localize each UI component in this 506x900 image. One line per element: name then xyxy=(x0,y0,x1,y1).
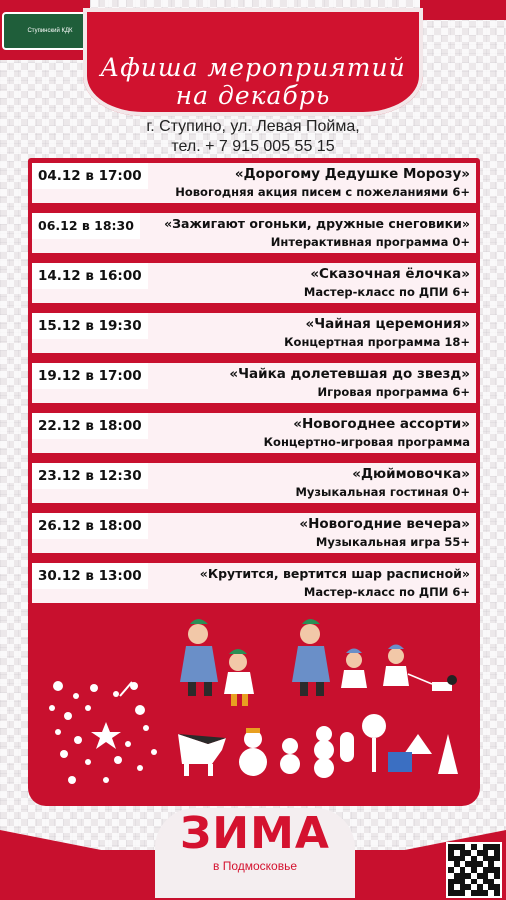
event-date: 19.12 в 17:00 xyxy=(32,363,148,389)
event-date: 26.12 в 18:00 xyxy=(32,513,148,539)
brand-logo: ЗИМА xyxy=(180,808,330,859)
event-item xyxy=(32,313,476,353)
event-title: «Сказочная ёлочка» xyxy=(310,266,470,282)
event-item xyxy=(32,213,476,253)
event-title: «Дюймовочка» xyxy=(352,466,470,482)
event-date: 30.12 в 13:00 xyxy=(32,563,148,589)
phone-line: тел. + 7 915 005 55 15 xyxy=(171,138,335,155)
event-title: «Зажигают огоньки, дружные снеговики» xyxy=(164,216,470,231)
event-item xyxy=(32,513,476,553)
event-subtitle: Игровая программа 6+ xyxy=(317,385,470,399)
event-date: 04.12 в 17:00 xyxy=(32,163,148,189)
event-item xyxy=(32,463,476,503)
event-subtitle: Музыкальная игра 55+ xyxy=(315,535,470,549)
event-date: 15.12 в 19:30 xyxy=(32,313,148,339)
event-date: 06.12 в 18:30 xyxy=(32,213,140,239)
address-block xyxy=(90,117,416,157)
address-line: г. Ступино, ул. Левая Пойма, xyxy=(146,118,360,135)
event-subtitle: Концертно-игровая программа xyxy=(263,435,470,449)
title-line-2: на декабрь xyxy=(175,81,331,110)
logo-text: Ступинский КДК xyxy=(27,28,73,34)
event-subtitle: Новогодняя акция писем с пожеланиями 6+ xyxy=(175,185,470,199)
event-date: 23.12 в 12:30 xyxy=(32,463,148,489)
event-item xyxy=(32,363,476,403)
event-subtitle: Музыкальная гостиная 0+ xyxy=(295,485,470,499)
event-subtitle: Мастер-класс по ДПИ 6+ xyxy=(303,585,470,599)
event-date: 14.12 в 16:00 xyxy=(32,263,148,289)
event-title: «Дорогому Дедушке Морозу» xyxy=(234,166,470,182)
event-item xyxy=(32,263,476,303)
event-subtitle: Интерактивная программа 0+ xyxy=(270,235,470,249)
page-title xyxy=(83,54,423,110)
red-mosaic-top-right xyxy=(420,0,506,20)
event-title: «Новогодние вечера» xyxy=(299,516,470,532)
qr-code-icon xyxy=(446,842,502,898)
event-subtitle: Мастер-класс по ДПИ 6+ xyxy=(303,285,470,299)
events-list xyxy=(28,158,480,606)
event-item xyxy=(32,413,476,453)
event-title: «Новогоднее ассорти» xyxy=(293,416,470,432)
event-title: «Чайная церемония» xyxy=(305,316,470,332)
event-date: 22.12 в 18:00 xyxy=(32,413,148,439)
event-item xyxy=(32,563,476,603)
winter-illustration xyxy=(28,604,480,806)
event-subtitle: Концертная программа 18+ xyxy=(284,335,470,349)
winter-scene-icon xyxy=(28,604,480,806)
event-title: «Крутится, вертится шар расписной» xyxy=(199,566,470,581)
event-title: «Чайка долетевшая до звезд» xyxy=(229,366,470,382)
title-line-1: Афиша мероприятий xyxy=(100,53,406,82)
event-item xyxy=(32,163,476,203)
brand-subtitle: в Подмосковье xyxy=(212,859,298,873)
